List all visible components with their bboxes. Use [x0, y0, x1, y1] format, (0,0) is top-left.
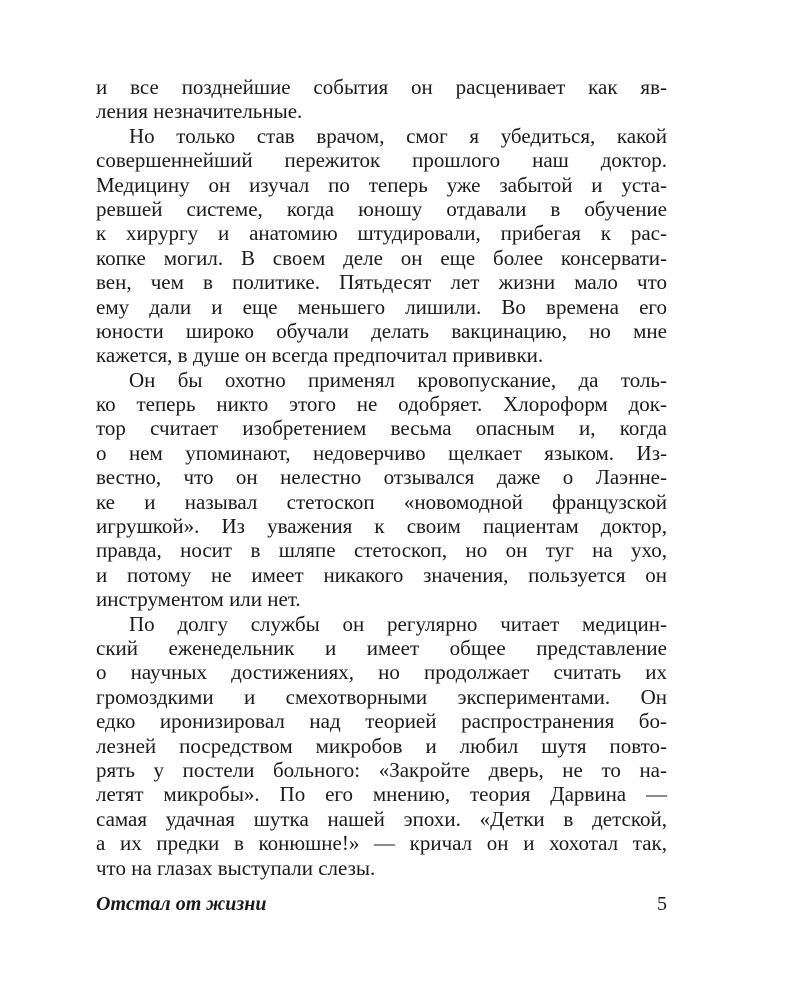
text-line: и потому не имеет никакого значения, пользуется он [96, 562, 667, 587]
text-line: Но только став врачом, смог я убедиться, какой [129, 123, 667, 148]
text-line: лезней посредством микробов и любил шутя повто- [96, 733, 667, 758]
text-line: громоздкими и смехотворными экспериментами. Он [96, 684, 667, 709]
text-line: самая удачная шутка нашей эпохи. «Детки в детской, [96, 806, 667, 831]
text-line: ко теперь никто этого не одобряет. Хлороформ док- [96, 392, 667, 417]
text-line: По долгу службы он регулярно читает медицин- [129, 611, 667, 636]
text-line: о научных достижениях, но продолжает считать их [96, 660, 667, 685]
page-number: 5 [657, 893, 667, 915]
text-line: ке и называл стетоскоп «новомодной французской [96, 489, 667, 514]
text-line: инструментом или нет. [96, 587, 301, 612]
text-line: а их предки в конюшне!» — кричал он и хохотал так, [96, 831, 667, 856]
text-line: к хирургу и анатомию штудировали, прибегая к рас- [96, 221, 667, 246]
text-line: летят микробы». По его мнению, теория Дарвина — [96, 782, 667, 807]
text-line: рять у постели больного: «Закройте дверь, не то на- [96, 757, 667, 782]
text-line: вестно, что он нелестно отзывался даже о Лаэнне- [96, 465, 667, 490]
text-line: ревшей системе, когда юношу отдавали в обучение [96, 196, 667, 221]
text-line: едко иронизировал над теорией распространения бо- [96, 709, 667, 734]
text-line: копке могил. В своем деле он еще более консервати- [96, 245, 667, 270]
text-line: о нем упоминают, недоверчиво щелкает языком. Из- [96, 440, 667, 465]
text-line: юности широко обучали делать вакцинацию, но мне [96, 318, 667, 343]
text-line: правда, носит в шляпе стетоскоп, но он туг на ухо, [96, 538, 667, 563]
running-title: Отстал от жизни [96, 893, 267, 915]
text-line: вен, чем в политике. Пятьдесят лет жизни мало что [96, 270, 667, 295]
text-line: ления незначительные. [96, 99, 303, 124]
page-footer [96, 893, 667, 917]
text-line: Он бы охотно применял кровопускание, да толь- [129, 367, 667, 392]
text-line: ский еженедельник и имеет общее представление [96, 635, 667, 660]
text-line: ему дали и еще меньшего лишили. Во времена его [96, 294, 667, 319]
text-line: совершеннейший пережиток прошлого наш доктор. [96, 148, 667, 173]
text-line: кажется, в душе он всегда предпочитал прививки. [96, 343, 544, 368]
text-line: и все позднейшие события он расценивает как яв- [96, 75, 667, 99]
text-line: тор считает изобретением весьма опасным и, когда [96, 416, 667, 441]
text-line: что на глазах выступали слезы. [96, 855, 376, 880]
page-body [96, 75, 667, 880]
text-line: игрушкой». Из уважения к своим пациентам доктор, [96, 514, 667, 539]
text-line: Медицину он изучал по теперь уже забытой и уста- [96, 172, 667, 197]
